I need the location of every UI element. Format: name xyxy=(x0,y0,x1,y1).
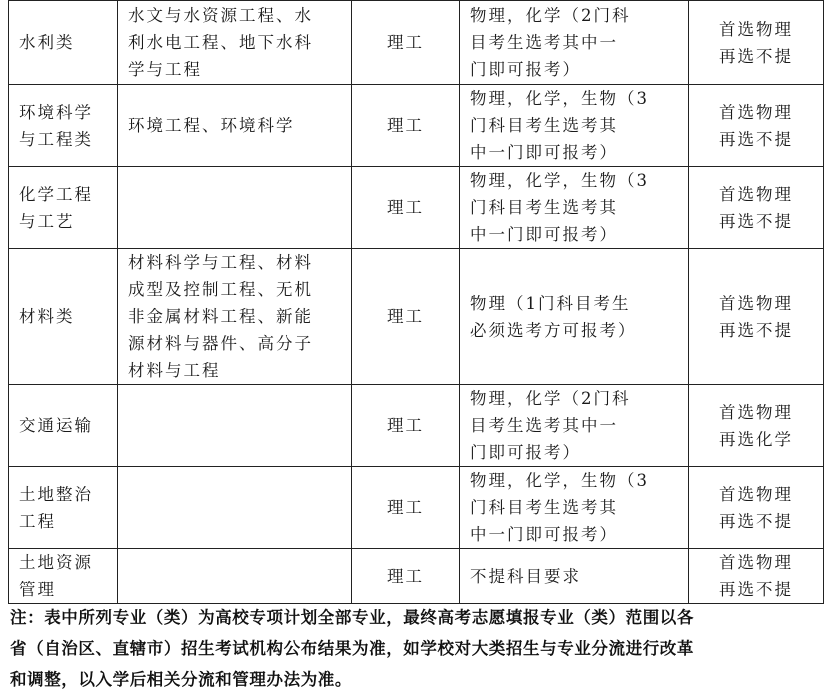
type-text: 理工 xyxy=(387,33,424,52)
requirement-cell xyxy=(689,249,824,385)
category-cell xyxy=(9,1,118,85)
type-cell xyxy=(352,249,460,385)
majors-text: 材料科学与工程、材料 成型及控制工程、无机 非金属材料工程、新能 源材料与器件、高分子 材料与工程 xyxy=(128,253,313,380)
type-cell xyxy=(352,549,460,604)
subjects-cell xyxy=(460,467,689,549)
requirement-text: 首选物理 再选不提 xyxy=(719,484,793,531)
subjects-text: 物理，化学，生物（3 门科目考生选考其 中一门即可报考） xyxy=(470,471,649,544)
type-cell xyxy=(352,1,460,85)
requirement-cell xyxy=(689,385,824,467)
majors-cell xyxy=(118,167,352,249)
table-row xyxy=(9,385,824,467)
subjects-text: 不提科目要求 xyxy=(470,566,581,586)
requirement-text: 首选物理 再选不提 xyxy=(719,553,793,599)
requirement-cell xyxy=(689,549,824,604)
type-cell xyxy=(352,85,460,167)
category-text: 环境科学 与工程类 xyxy=(19,102,93,149)
majors-cell xyxy=(118,1,352,85)
majors-table xyxy=(8,0,824,604)
subjects-cell xyxy=(460,249,689,385)
subjects-cell xyxy=(460,385,689,467)
type-text: 理工 xyxy=(387,307,424,326)
type-text: 理工 xyxy=(387,116,424,135)
category-text: 土地整治 工程 xyxy=(19,484,93,531)
requirement-text: 首选物理 再选不提 xyxy=(719,293,793,340)
category-text: 交通运输 xyxy=(19,416,93,435)
requirement-cell xyxy=(689,1,824,85)
subjects-text: 物理，化学（2门科 目考生选考其中一 门即可报考） xyxy=(470,389,631,462)
majors-cell xyxy=(118,85,352,167)
category-text: 材料类 xyxy=(19,307,75,326)
type-cell xyxy=(352,467,460,549)
admission-table-container xyxy=(8,0,818,604)
table-row xyxy=(9,167,824,249)
requirement-cell xyxy=(689,167,824,249)
subjects-text: 物理（1门科目考生 必须选考方可报考） xyxy=(470,293,637,340)
majors-cell xyxy=(118,549,352,604)
footnote: 注：表中所列专业（类）为高校专项计划全部专业，最终高考志愿填报专业（类）范围以各 省（自治区、直辖市）招生考试机构公布结果为准，如学校对大类招生与专业分流进行改革 和调整，以入学后相关分流和管理办法为准。 xyxy=(10,608,694,689)
type-cell xyxy=(352,385,460,467)
requirement-text: 首选物理 再选不提 xyxy=(719,184,793,231)
subjects-cell xyxy=(460,85,689,167)
subjects-text: 物理，化学，生物（3 门科目考生选考其 中一门即可报考） xyxy=(470,89,649,162)
requirement-text: 首选物理 再选不提 xyxy=(719,19,793,66)
subjects-cell xyxy=(460,1,689,85)
table-row xyxy=(9,467,824,549)
subjects-cell xyxy=(460,549,689,604)
type-cell xyxy=(352,167,460,249)
category-cell xyxy=(9,85,118,167)
category-cell xyxy=(9,249,118,385)
category-text: 化学工程 与工艺 xyxy=(19,184,93,231)
type-text: 理工 xyxy=(387,498,424,517)
category-text: 土地资源 管理 xyxy=(19,553,93,599)
requirement-text: 首选物理 再选化学 xyxy=(719,402,793,449)
table-row xyxy=(9,85,824,167)
type-text: 理工 xyxy=(387,416,424,435)
subjects-cell xyxy=(460,167,689,249)
category-cell xyxy=(9,167,118,249)
majors-text: 环境工程、环境科学 xyxy=(128,116,295,135)
majors-cell xyxy=(118,467,352,549)
subjects-text: 物理，化学，生物（3 门科目考生选考其 中一门即可报考） xyxy=(470,171,649,244)
type-text: 理工 xyxy=(387,566,424,586)
table-row xyxy=(9,249,824,385)
category-text: 水利类 xyxy=(19,33,75,52)
majors-text: 水文与水资源工程、水 利水电工程、地下水科 学与工程 xyxy=(128,6,313,79)
table-row xyxy=(9,1,824,85)
category-cell xyxy=(9,385,118,467)
category-cell xyxy=(9,549,118,604)
majors-cell xyxy=(118,249,352,385)
majors-cell xyxy=(118,385,352,467)
type-text: 理工 xyxy=(387,198,424,217)
category-cell xyxy=(9,467,118,549)
subjects-text: 物理，化学（2门科 目考生选考其中一 门即可报考） xyxy=(470,6,631,79)
requirement-cell xyxy=(689,85,824,167)
table-row xyxy=(9,549,824,604)
requirement-text: 首选物理 再选不提 xyxy=(719,102,793,149)
requirement-cell xyxy=(689,467,824,549)
